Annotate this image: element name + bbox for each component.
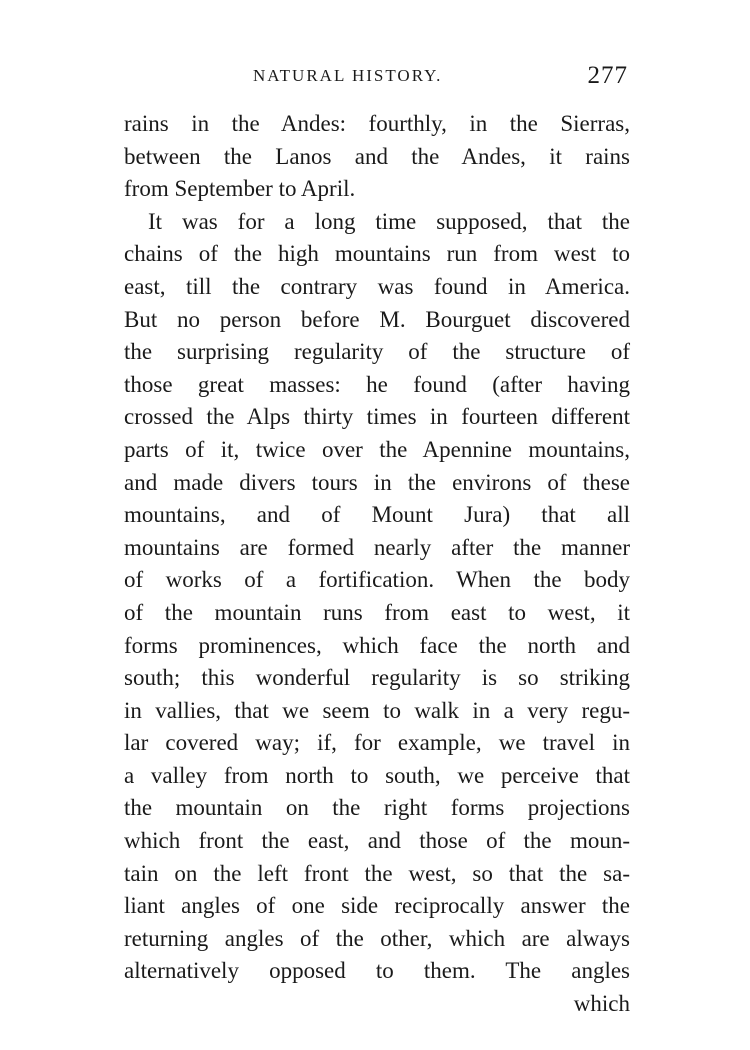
body-text <box>124 108 630 1021</box>
text-line: crossed the Alps thirty times in fourteen different <box>124 404 630 430</box>
page-number: 277 <box>587 62 628 89</box>
text-line: returning angles of the other, which are always <box>124 925 630 951</box>
text-line: between the Lanos and the Andes, it rains <box>124 143 630 169</box>
text-line: a valley from north to south, we perceive that <box>124 762 630 788</box>
text-line: But no person before M. Bourguet discovered <box>124 306 630 332</box>
paragraph-end-line: from September to April. <box>124 176 356 202</box>
paragraph-start-line: It was for a long time supposed, that the <box>148 208 630 234</box>
running-head <box>123 62 628 96</box>
text-line: those great masses: he found (after having <box>124 371 630 397</box>
text-line: alternatively opposed to them. The angles <box>124 958 630 984</box>
text-line: which front the east, and those of the moun- <box>124 828 630 854</box>
text-line: the surprising regularity of the structure of <box>124 339 630 365</box>
text-line: parts of it, twice over the Apennine mountains, <box>124 436 630 462</box>
text-line: liant angles of one side reciprocally answer the <box>124 893 630 919</box>
text-line: and made divers tours in the environs of these <box>124 469 630 495</box>
text-line: in vallies, that we seem to walk in a very regu- <box>124 697 630 723</box>
text-line: of works of a fortification. When the body <box>124 567 630 593</box>
catchword: which <box>573 991 630 1017</box>
text-line: south; this wonderful regularity is so striking <box>124 665 630 691</box>
text-line: forms prominences, which face the north and <box>124 632 630 658</box>
text-line: rains in the Andes: fourthly, in the Sierras, <box>124 111 630 136</box>
running-title: NATURAL HISTORY. <box>253 66 443 85</box>
text-line: of the mountain runs from east to west, it <box>124 599 630 625</box>
text-line: the mountain on the right forms projections <box>124 795 630 821</box>
text-line: chains of the high mountains run from west to <box>124 241 630 267</box>
text-line: mountains are formed nearly after the manner <box>124 534 630 560</box>
text-line: east, till the contrary was found in America. <box>124 273 630 299</box>
text-line: lar covered way; if, for example, we travel in <box>124 730 630 756</box>
text-line: mountains, and of Mount Jura) that all <box>124 502 630 528</box>
text-line: tain on the left front the west, so that the sa- <box>124 860 630 886</box>
